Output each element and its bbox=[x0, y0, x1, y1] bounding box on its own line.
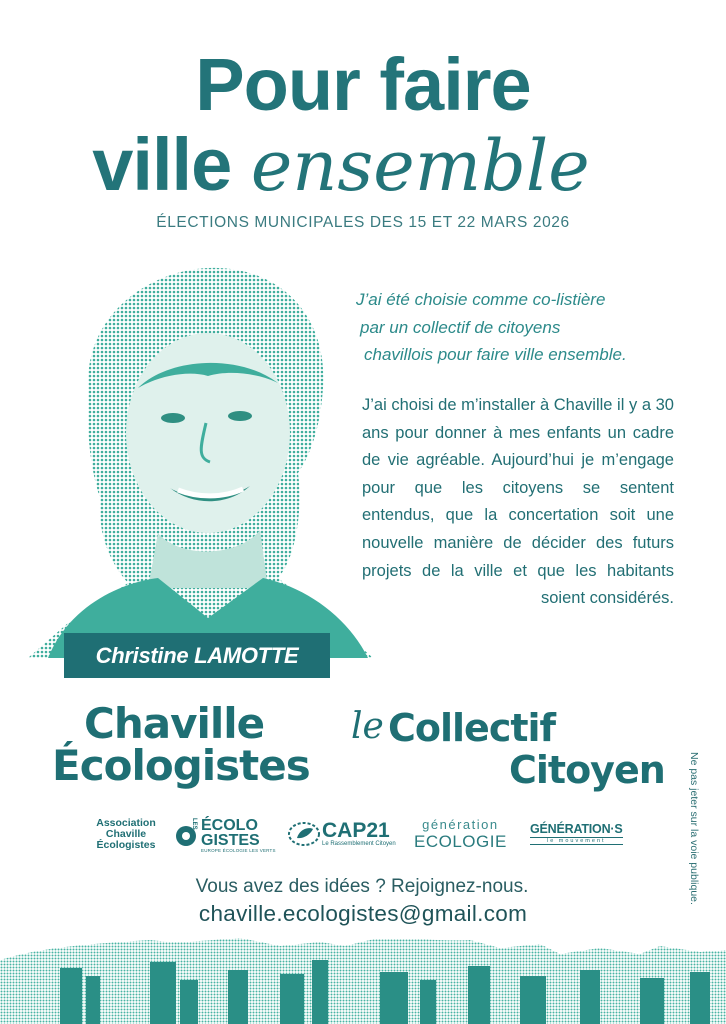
city-skyline bbox=[0, 930, 726, 1024]
generation-ecologie-logo bbox=[414, 817, 507, 852]
assoc-line1: Association bbox=[96, 817, 156, 829]
cap21-leaf-icon bbox=[288, 821, 320, 847]
headline-line2 bbox=[0, 123, 704, 207]
vertical-disposal-note: Ne pas jeter sur la voie publique. bbox=[688, 752, 700, 905]
election-subtitle: ÉLECTIONS MUNICIPALES DES 15 ET 22 MARS 2026 bbox=[156, 214, 570, 231]
ecolo-line2: GISTES bbox=[201, 832, 260, 849]
cap21-logo bbox=[288, 821, 396, 847]
intro-line-1: J’ai été choisie comme co-listière bbox=[356, 290, 606, 309]
generations-logo bbox=[530, 822, 623, 845]
generations-tag: le mouvement bbox=[530, 837, 623, 845]
collectif-logo-line2: Citoyen bbox=[509, 748, 665, 792]
assoc-chaville-logo bbox=[90, 818, 162, 851]
les-ecologistes-logo bbox=[175, 818, 276, 853]
intro-line-2: par un collectif de citoyens bbox=[360, 317, 561, 337]
assoc-line3: Écologistes bbox=[96, 839, 156, 851]
headline-script: ensemble bbox=[250, 125, 590, 207]
candidate-statement: J’ai choisi de m’installer à Chaville il y a 30 ans pour donner à mes enfants un cadre de vie agréable. Aujourd’hui je m’engage pour que les citoyens se sentent entendus, que la concertation soit une nouvelle manière de décider des futurs projets de la ville et que les habitants soient considérés. bbox=[362, 396, 674, 608]
cap21-name: CAP21 bbox=[322, 819, 390, 842]
gen-eco-line2: ECOLOGIE bbox=[414, 832, 507, 851]
ecolo-tag: EUROPE ÉCOLOGIE LES VERTS bbox=[201, 848, 276, 853]
collectif-logo-line1: Collectif bbox=[388, 706, 556, 750]
intro-line-3: chavillois pour faire ville ensemble. bbox=[364, 345, 627, 364]
ecolo-prefix: LES bbox=[191, 818, 197, 830]
headline-plain: ville bbox=[92, 123, 232, 206]
contact-email[interactable]: chaville.ecologistes@gmail.com bbox=[198, 901, 528, 926]
gen-eco-line1: génération bbox=[422, 817, 499, 832]
candidate-photo bbox=[28, 258, 373, 658]
join-us-text: Vous avez des idées ? Rejoignez-nous. bbox=[195, 876, 529, 897]
candidate-name-badge: Christine LAMOTTE bbox=[64, 633, 330, 678]
cap21-tag: Le Rassemblement Citoyen bbox=[322, 841, 396, 847]
intro-statement bbox=[340, 286, 676, 369]
assoc-line2: Chaville bbox=[105, 828, 147, 840]
chaville-logo-line2: Écologistes bbox=[52, 741, 310, 790]
chaville-logo-line1: Chaville bbox=[84, 699, 265, 748]
generations-name: GÉNÉRATION·S bbox=[530, 822, 623, 836]
collectif-logo-le: le bbox=[351, 706, 384, 747]
ecolo-line1: ÉCOLO bbox=[201, 817, 258, 834]
headline-line1: Pour faire bbox=[195, 43, 531, 126]
